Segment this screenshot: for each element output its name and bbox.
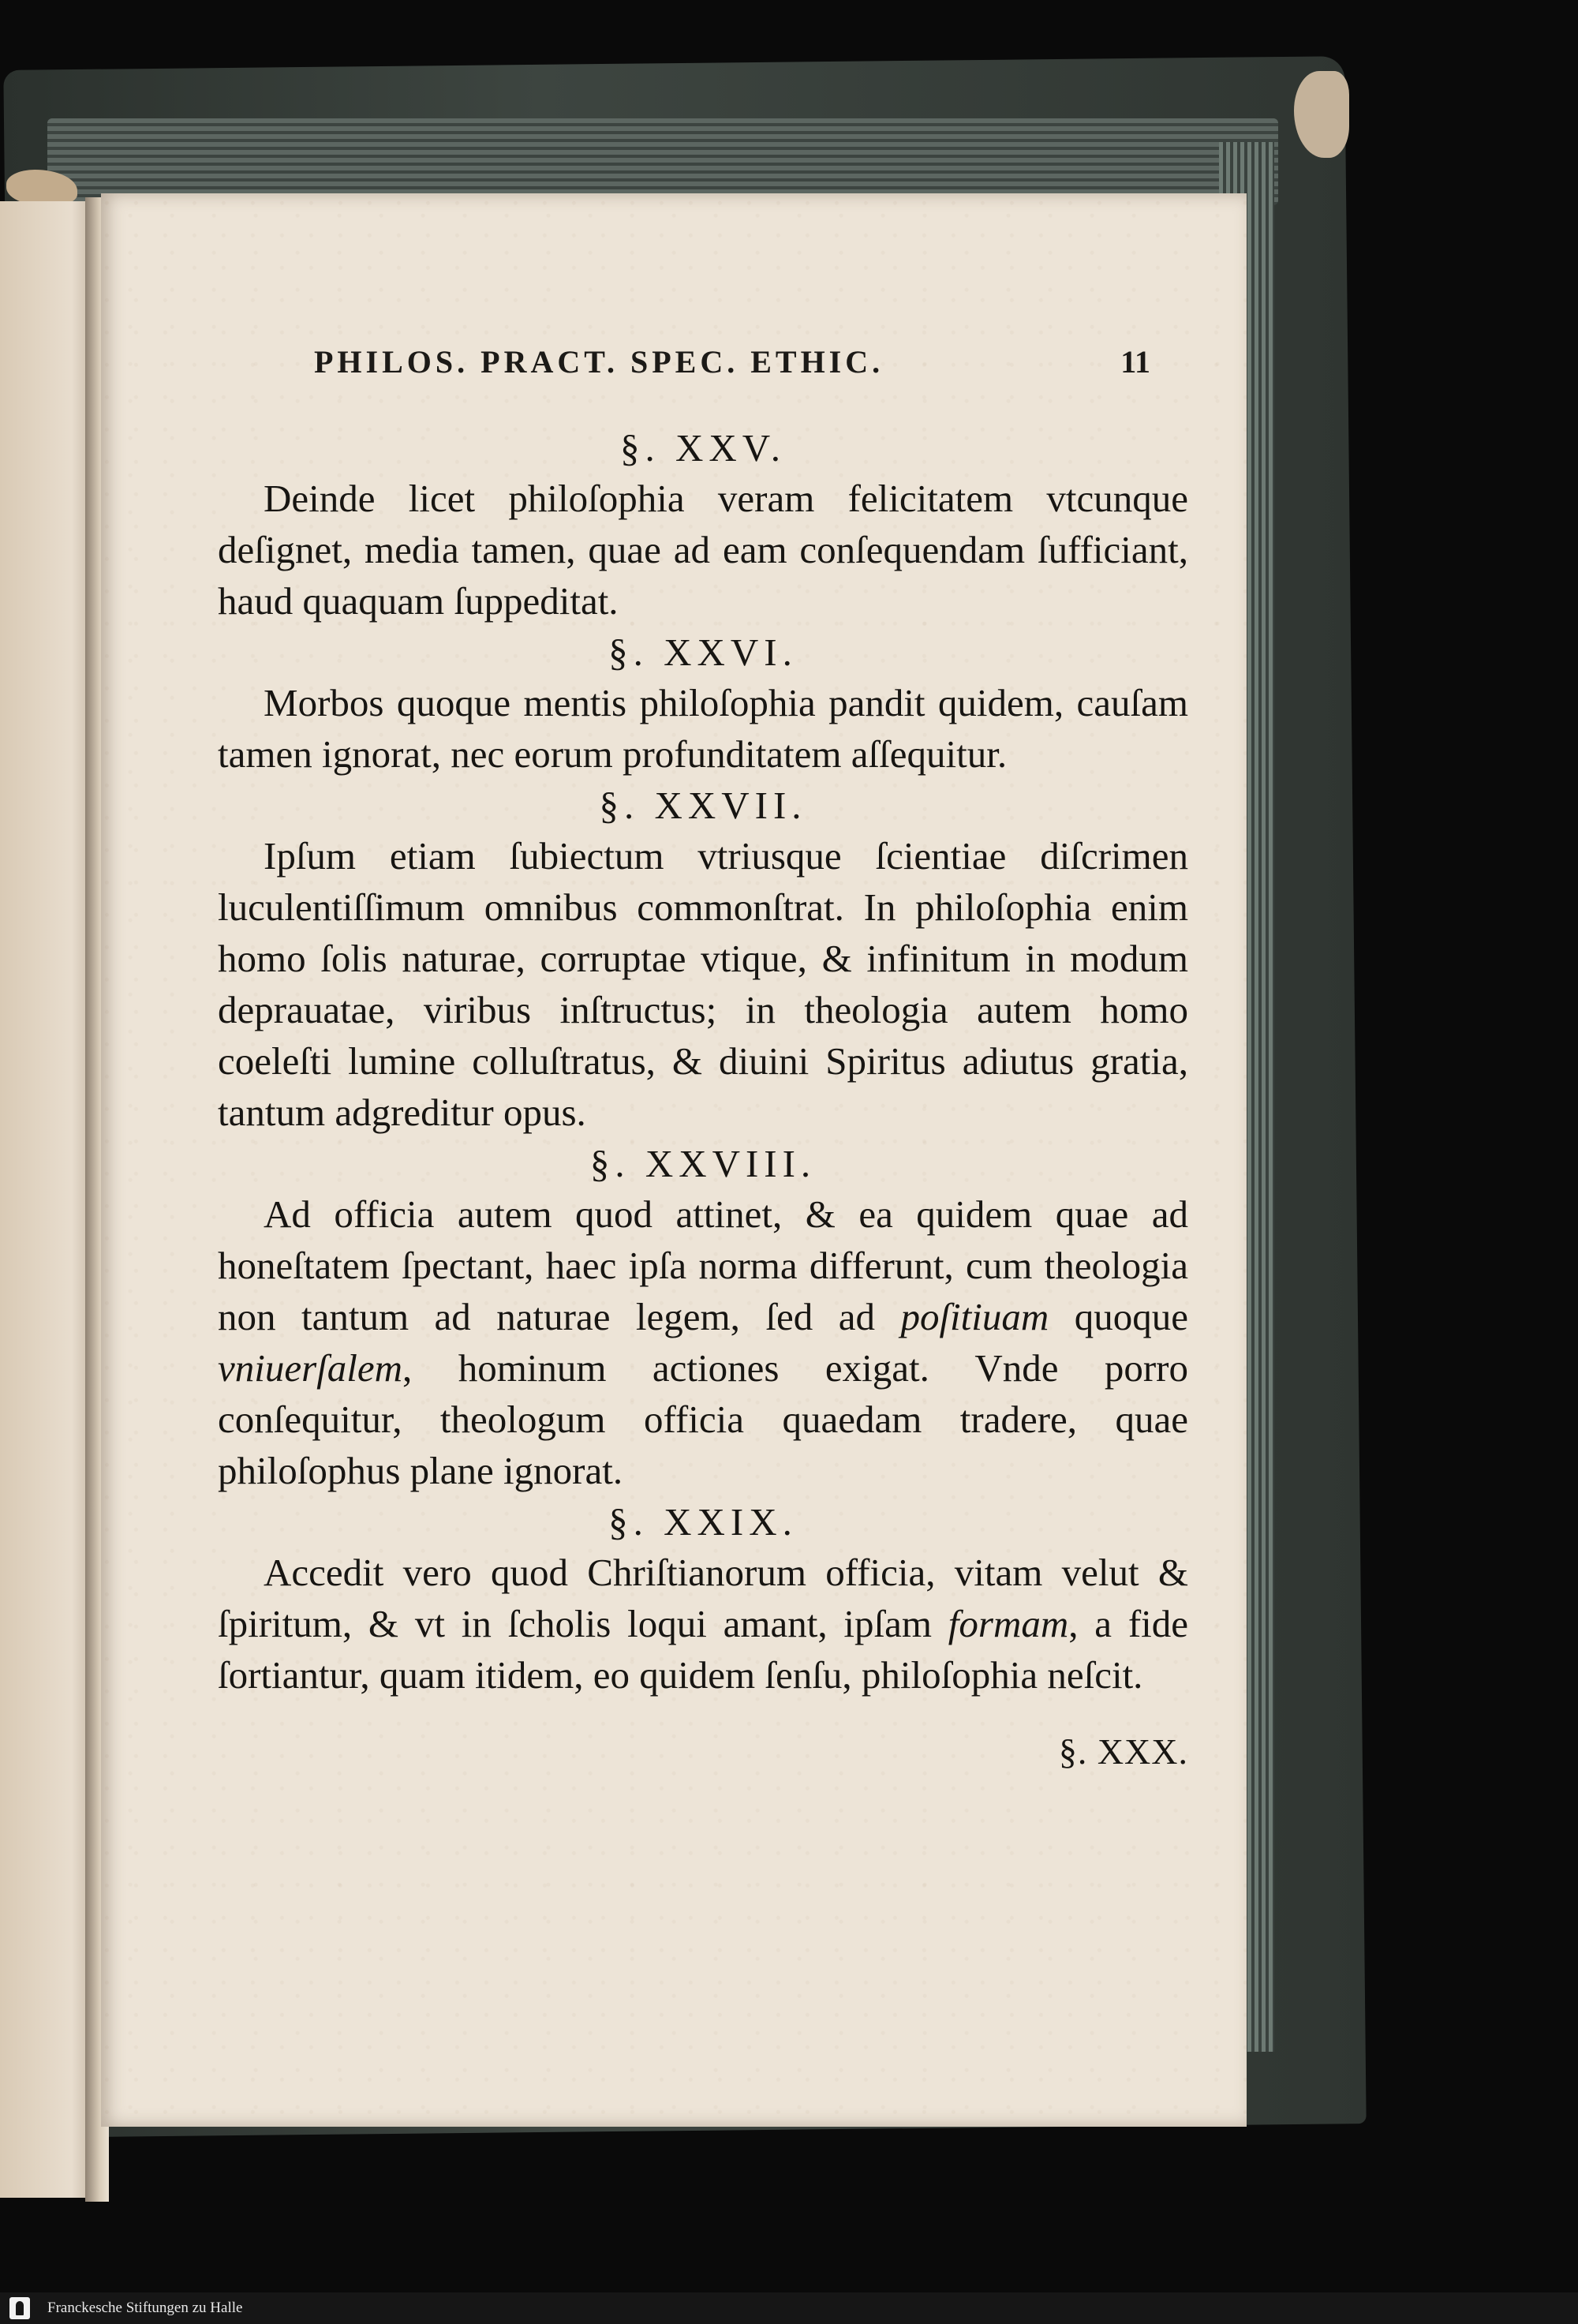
paragraph-28 [218, 1188, 1188, 1496]
italic-vniuersalem: vniuerſalem [218, 1346, 403, 1390]
institution-name: Franckesche Stiftungen zu Halle [47, 2300, 243, 2316]
paragraph-28-text-b: quoque [1049, 1295, 1189, 1338]
right-page [101, 193, 1247, 2127]
paragraph-29 [218, 1547, 1188, 1701]
paragraph-25: Deinde licet philoſophia veram felicitatem vtcunque deſignet, media tamen, quae ad eam conſequendam ſufficiant, haud quaquam ſuppeditat. [218, 477, 1188, 623]
section-heading-29: §. XXIX. [608, 1500, 798, 1544]
italic-positiuam: poſitiuam [900, 1295, 1049, 1338]
running-head [314, 343, 1150, 391]
section-heading-27: §. XXVII. [599, 784, 807, 827]
top-page-edges [47, 118, 1278, 205]
section-heading-28: §. XXVIII. [589, 1142, 817, 1185]
section-heading-26: §. XXVI. [608, 631, 798, 674]
catchword: §. XXX. [1058, 1731, 1188, 1772]
paragraph-26: Morbos quoque mentis philoſophia pandit quidem, cauſam tamen ignorat, nec eorum profunditatem aſſequitur. [218, 681, 1188, 776]
page-number: 11 [1120, 344, 1150, 380]
paragraph-29-text-a: Accedit vero quod Chriſtianorum officia, vitam velut & ſpiritum, & vt in ſcholis loqui amant, ipſam [218, 1551, 1188, 1645]
italic-formam: formam [948, 1602, 1069, 1645]
institution-logo-icon [9, 2297, 30, 2319]
running-title: PHILOS. PRACT. SPEC. ETHIC. [314, 344, 884, 380]
paragraph-29-text-b: , a fide ſortiantur, quam itidem, eo quidem ſenſu, philoſophia neſcit. [218, 1602, 1188, 1697]
section-heading-25: §. XXV. [619, 426, 787, 470]
text-block [218, 422, 1188, 1777]
footer-bar [0, 2292, 1578, 2324]
paragraph-27: Ipſum etiam ſubiectum vtriusque ſcientiae diſcrimen luculentiſſimum omnibus commonſtrat. In philoſophia enim homo ſolis naturae, corruptae vtique, & infinitum in modum deprauatae, viribus inſtructus; in theologia autem homo coeleſti lumine colluſtratus, & diuini Spiritus adiutus gratia, tantum adgreditur opus. [218, 834, 1188, 1134]
paragraph-28-text-c: , hominum actiones exigat. Vnde porro conſequitur, theologum officia quaedam tradere, quae philoſophus plane ignorat. [218, 1346, 1188, 1492]
paragraph-28-text-a: Ad officia autem quod attinet, & ea quidem quae ad honeſtatem ſpectant, haec ipſa norma differunt, cum theologia non tantum ad naturae legem, ſed ad [218, 1192, 1188, 1338]
